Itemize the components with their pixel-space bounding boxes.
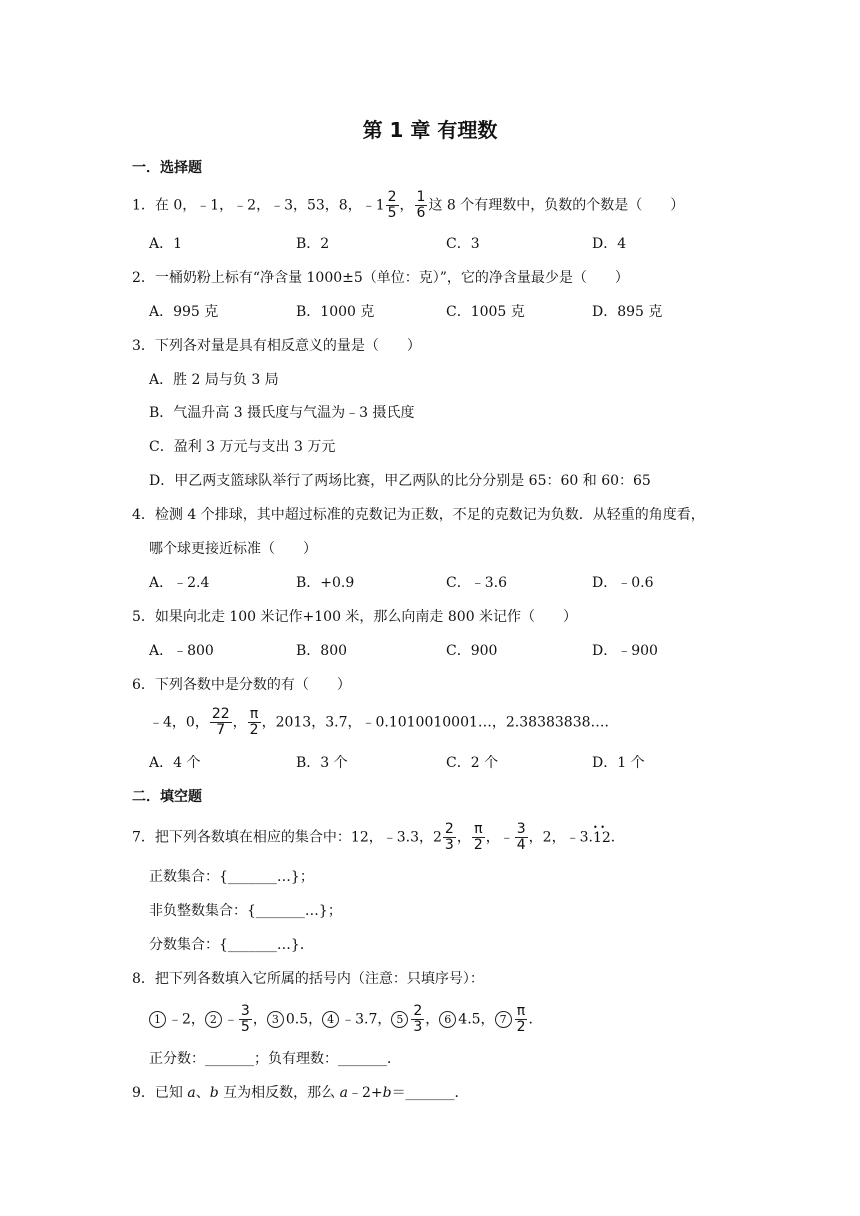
value: 0.5， — [285, 1011, 323, 1028]
fraction-pi-2 — [248, 707, 261, 738]
fraction-denominator: 2 — [249, 722, 259, 738]
fraction-numerator: 3 — [240, 1003, 250, 1019]
question-2: 2．一桶奶粉上标有“净含量 1000±5（单位：克）”，它的净含量最少是（ ） — [132, 270, 629, 286]
separator: ， — [252, 1011, 267, 1028]
question-8-numbers — [149, 1004, 542, 1035]
positive-set-line[interactable]: 正数集合：{_______…}； — [149, 869, 314, 885]
q2-option-b[interactable]: B．1000 克 — [296, 304, 375, 320]
fraction-denominator: 7 — [216, 722, 226, 738]
q6-option-c[interactable]: C．2 个 — [446, 755, 499, 771]
question-7-text-mid: ，2，﹣3. — [528, 829, 593, 846]
fraction-3-4 — [515, 822, 528, 853]
value: ﹣2， — [168, 1011, 205, 1028]
question-4-line-1: 4．检测 4 个排球，其中超过标准的克数记为正数，不足的克数记为负数．从轻重的角度看， — [132, 507, 705, 523]
fraction-denominator: 5 — [387, 205, 397, 221]
fraction-numerator: π — [472, 822, 485, 838]
fraction-denominator: 4 — [516, 837, 526, 853]
q1-option-a[interactable]: A．1 — [149, 236, 183, 252]
separator: ， — [399, 197, 414, 214]
question-1-text-pre: 1．在 0，﹣1，﹣2，﹣3，53，8，﹣1 — [132, 197, 385, 214]
section-heading-fill: 二．填空题 — [132, 789, 202, 805]
question-9-text: 、 — [195, 1085, 210, 1101]
q5-option-c[interactable]: C．900 — [446, 643, 498, 659]
fraction-denominator: 3 — [413, 1019, 423, 1035]
fraction-2-5 — [386, 190, 399, 221]
number-list-post: ，2013，3.7，﹣0.1010010001…，2.38383838…． — [261, 714, 619, 731]
q3-option-b[interactable]: B．气温升高 3 摄氏度与气温为﹣3 摄氏度 — [149, 405, 415, 421]
q6-option-d[interactable]: D．1 个 — [592, 755, 645, 771]
value: 4.5， — [458, 1011, 495, 1028]
q1-option-b[interactable]: B．2 — [296, 236, 330, 252]
fraction-22-7 — [210, 707, 232, 738]
question-3: 3．下列各对量是具有相反意义的量是（ ） — [132, 338, 421, 354]
question-6-numbers — [149, 707, 619, 738]
circled-number: 7 — [495, 1011, 512, 1028]
fraction-denominator: 5 — [240, 1019, 250, 1035]
separator: ，﹣ — [485, 829, 514, 846]
q3-option-a[interactable]: A．胜 2 局与负 3 局 — [149, 372, 279, 388]
q3-option-d[interactable]: D．甲乙两支篮球队举行了两场比赛，甲乙两队的比分分别是 65：60 和 60：65 — [149, 473, 651, 489]
q6-option-a[interactable]: A．4 个 — [149, 755, 201, 771]
question-5: 5．如果向北走 100 米记作+100 米，那么向南走 800 米记作（ ） — [132, 609, 578, 625]
separator: ， — [456, 829, 471, 846]
fraction-2-3 — [411, 1004, 424, 1035]
fraction-numerator: 1 — [416, 189, 426, 205]
circled-number: 6 — [439, 1011, 456, 1028]
question-9 — [132, 1082, 469, 1104]
repeating-decimal: • • 12 — [593, 827, 611, 849]
question-8: 8．把下列各数填入它所属的括号内（注意：只填序号）： — [132, 971, 484, 987]
q4-option-b[interactable]: B．+0.9 — [296, 575, 355, 591]
question-4-line-2: 哪个球更接近标准（ ） — [149, 541, 317, 557]
fraction-set-line[interactable]: 分数集合：{_______…}． — [149, 937, 314, 953]
fraction-numerator: 3 — [516, 821, 526, 837]
value: ﹣3.7， — [341, 1011, 392, 1028]
fraction-denominator: 2 — [473, 837, 483, 853]
fraction-numerator: 2 — [387, 189, 397, 205]
fraction-3-5 — [239, 1004, 252, 1035]
fraction-2-3 — [443, 822, 456, 853]
question-7 — [132, 822, 625, 853]
fraction-pi-2 — [515, 1004, 528, 1035]
question-9-text: 互为相反数，那么 — [218, 1085, 340, 1101]
fraction-numerator: 2 — [413, 1003, 423, 1019]
question-1 — [132, 190, 684, 221]
fraction-denominator: 6 — [416, 205, 426, 221]
question-9-text: ﹣2+ — [347, 1085, 383, 1101]
circled-number: 2 — [205, 1011, 222, 1028]
variable-a: a — [187, 1085, 196, 1101]
fraction-denominator: 2 — [516, 1019, 526, 1035]
fraction-numerator: 2 — [444, 821, 454, 837]
question-7-text-end: ． — [610, 829, 625, 846]
circled-number: 5 — [391, 1011, 408, 1028]
fraction-numerator: π — [515, 1004, 528, 1020]
q4-option-c[interactable]: C．﹣3.6 — [446, 575, 507, 591]
circled-number: 1 — [149, 1011, 166, 1028]
page-title: 第 1 章 有理数 — [362, 118, 498, 142]
fraction-numerator: π — [248, 707, 261, 723]
variable-a: a — [339, 1085, 348, 1101]
q2-option-c[interactable]: C．1005 克 — [446, 304, 525, 320]
separator: ． — [528, 1011, 543, 1028]
question-8-answer-line[interactable]: 正分数：_______；负有理数：_______． — [149, 1051, 401, 1067]
q1-option-d[interactable]: D．4 — [592, 236, 627, 252]
q6-option-b[interactable]: B．3 个 — [296, 755, 348, 771]
variable-b: b — [382, 1085, 392, 1101]
q5-option-b[interactable]: B．800 — [296, 643, 348, 659]
question-7-text-pre: 7．把下列各数填在相应的集合中：12，﹣3.3，2 — [132, 829, 442, 846]
section-heading-choice: 一．选择题 — [132, 160, 202, 176]
fraction-numerator: 22 — [211, 706, 230, 722]
q2-option-a[interactable]: A．995 克 — [149, 304, 219, 320]
q4-option-a[interactable]: A．﹣2.4 — [149, 575, 210, 591]
q5-option-d[interactable]: D．﹣900 — [592, 643, 658, 659]
q3-option-c[interactable]: C．盈利 3 万元与支出 3 万元 — [149, 439, 336, 455]
q2-option-d[interactable]: D．895 克 — [592, 304, 663, 320]
circled-number: 4 — [322, 1011, 339, 1028]
number-list-pre: ﹣4，0， — [149, 714, 209, 731]
question-9-text: 9．已知 — [132, 1085, 188, 1101]
fraction-denominator: 3 — [444, 837, 454, 853]
q1-option-c[interactable]: C．3 — [446, 236, 480, 252]
value: ﹣ — [223, 1011, 238, 1028]
q4-option-d[interactable]: D．﹣0.6 — [592, 575, 654, 591]
variable-b: b — [209, 1085, 219, 1101]
answer-blank[interactable]: ＝_______． — [391, 1085, 469, 1101]
non-negative-integer-set-line[interactable]: 非负整数集合：{_______…}； — [149, 903, 342, 919]
circled-number: 3 — [267, 1011, 284, 1028]
fraction-pi-2 — [472, 822, 485, 853]
q5-option-a[interactable]: A．﹣800 — [149, 643, 214, 659]
question-6: 6．下列各数中是分数的有（ ） — [132, 677, 351, 693]
separator: ， — [232, 714, 247, 731]
fraction-1-6 — [415, 190, 428, 221]
separator: ， — [425, 1011, 440, 1028]
question-1-text-post: 这 8 个有理数中，负数的个数是（ ） — [428, 197, 685, 214]
